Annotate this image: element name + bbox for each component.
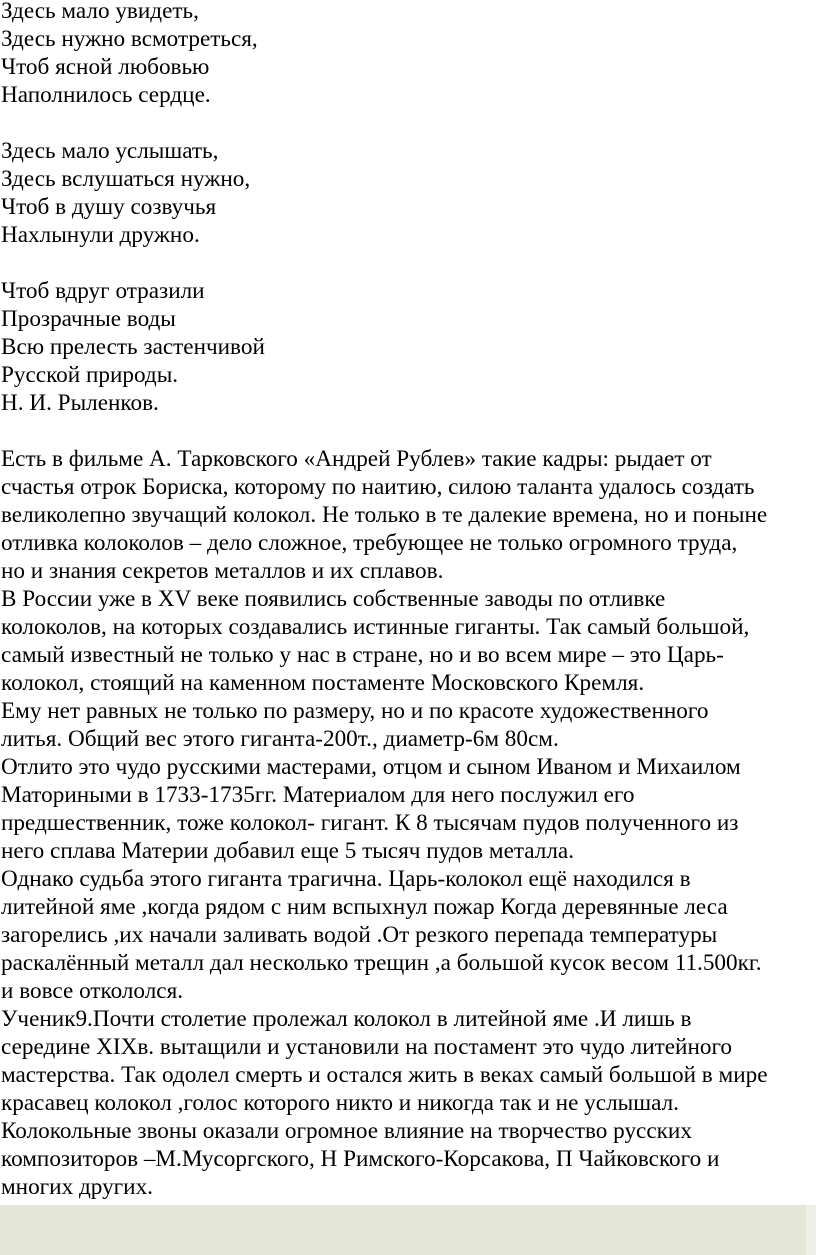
body-line: колоколов, на которых создавались истинные гиганты. Так самый большой, — [1, 614, 750, 640]
stanza-gap — [1, 109, 816, 137]
body-line: Колокольные звоны оказали огромное влияние на творчество русских — [1, 1118, 692, 1144]
body-line: самый известный не только у нас в стране, но и во всем мире – это Царь- — [1, 642, 724, 668]
poem-line: Здесь мало увидеть, — [1, 0, 199, 24]
poem-line: Здесь мало услышать, — [1, 138, 219, 164]
body-line: композиторов –М.Мусоргского, Н Римского-Корсакова, П Чайковского и — [1, 1146, 720, 1172]
body-line: литья. Общий вес этого гиганта-200т., диаметр-6м 80см. — [1, 726, 559, 752]
body-line: великолепно звучащий колокол. Не только в те далекие времена, но и поныне — [1, 502, 768, 528]
poem-line: Наполнилось сердце. — [1, 82, 211, 108]
body-line: Ему нет равных не только по размеру, но и по красоте художественного — [1, 698, 709, 724]
section-gap — [1, 417, 816, 445]
body-line: Однако судьба этого гиганта трагична. Царь-колокол ещё находился в — [1, 866, 691, 892]
document-text — [1, 0, 816, 1201]
body-line: и вовсе откололся. — [1, 978, 184, 1004]
poem-line: Русской природы. — [1, 362, 179, 388]
poem-line: Чтоб вдруг отразили — [1, 278, 205, 304]
body-line: середине XIXв. вытащили и установили на постамент это чудо литейного — [1, 1034, 732, 1060]
body-line: В России уже в XV веке появились собственные заводы по отливке — [1, 586, 666, 612]
poem-author: Н. И. Рыленков. — [1, 390, 159, 416]
body-line: раскалённый металл дал несколько трещин ,а большой кусок весом 11.500кг. — [1, 950, 762, 976]
body-line: литейной яме ,когда рядом с ним вспыхнул пожар Когда деревянные леса — [1, 894, 728, 920]
body-line: отливка колоколов – дело сложное, требующее не только огромного труда, — [1, 530, 738, 556]
body-line: предшественник, тоже колокол- гигант. К 8 тысячам пудов полученного из — [1, 810, 739, 836]
poem-line: Всю прелесть застенчивой — [1, 334, 265, 360]
poem-line: Нахлынули дружно. — [1, 222, 200, 248]
body-line: Маториными в 1733-1735гг. Материалом для него послужил его — [1, 782, 635, 808]
body-line: счастья отрок Бориска, которому по наитию, силою таланта удалось создать — [1, 474, 755, 500]
stanza-gap — [1, 249, 816, 277]
body-line: но и знания секретов металлов и их сплавов. — [1, 558, 444, 584]
poem-line: Прозрачные воды — [1, 306, 176, 332]
body-line: многих других. — [1, 1174, 153, 1200]
poem-line: Чтоб в душу созвучья — [1, 194, 217, 220]
body-line: мастерства. Так одолел смерть и остался жить в веках самый большой в мире — [1, 1062, 768, 1088]
poem-line: Здесь вслушаться нужно, — [1, 166, 251, 192]
body-line: Есть в фильме А. Тарковского «Андрей Рублев» такие кадры: рыдает от — [1, 446, 712, 472]
body-line: него сплава Материи добавил еще 5 тысяч пудов металла. — [1, 838, 575, 864]
body-line: Отлито это чудо русскими мастерами, отцом и сыном Иваном и Михаилом — [1, 754, 741, 780]
poem-line: Чтоб ясной любовью — [1, 54, 210, 80]
body-line: красавец колокол ,голос которого никто и никогда так и не услышал. — [1, 1090, 679, 1116]
body-line: колокол, стоящий на каменном постаменте Московского Кремля. — [1, 670, 645, 696]
body-line: Ученик9.Почти столетие пролежал колокол в литейной яме .И лишь в — [1, 1006, 692, 1032]
poem-line: Здесь нужно всмотреться, — [1, 26, 258, 52]
footer-band — [0, 1205, 816, 1255]
footer-band-edge — [806, 1205, 816, 1255]
body-line: загорелись ,их начали заливать водой .От резкого перепада температуры — [1, 922, 718, 948]
